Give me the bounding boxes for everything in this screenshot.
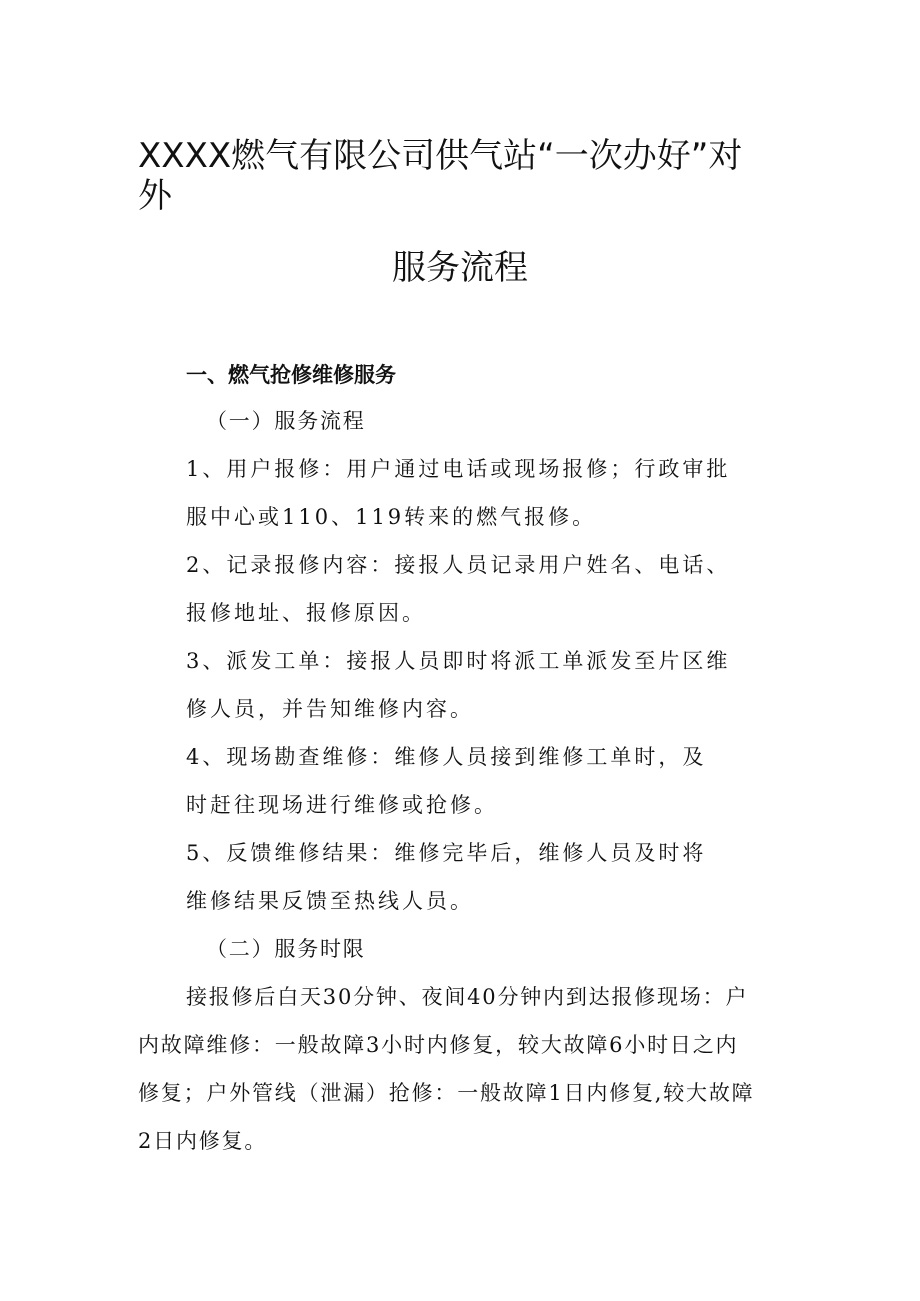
time-limit-line-1: 接报修后白天30分钟、夜间40分钟内到达报修现场：户 bbox=[186, 985, 749, 1009]
document-title-line-3: 服务流程 bbox=[392, 248, 528, 288]
process-step-1-line-1: 1、用户报修：用户通过电话或现场报修；行政审批 bbox=[186, 457, 731, 481]
process-step-2-line-2: 报修地址、报修原因。 bbox=[186, 601, 426, 625]
process-step-3-line-1: 3、派发工单：接报人员即时将派工单派发至片区维 bbox=[186, 649, 731, 673]
process-step-2-line-1: 2、记录报修内容：接报人员记录用户姓名、电话、 bbox=[186, 553, 731, 577]
document-title-line-1: XXXX燃气有限公司供气站“一次办好”对 bbox=[138, 136, 743, 176]
subsection-heading-service-process: （一）服务流程 bbox=[206, 409, 366, 433]
section-heading-emergency-repair: 一、燃气抢修维修服务 bbox=[186, 363, 396, 387]
time-limit-line-3: 修复；户外管线（泄漏）抢修：一般故障1日内修复,较大故障 bbox=[138, 1081, 755, 1105]
process-step-4-line-1: 4、现场勘查维修：维修人员接到维修工单时，及 bbox=[186, 745, 707, 769]
process-step-3-line-2: 修人员，并告知维修内容。 bbox=[186, 697, 474, 721]
process-step-5-line-2: 维修结果反馈至热线人员。 bbox=[186, 889, 474, 913]
process-step-4-line-2: 时赶往现场进行维修或抢修。 bbox=[186, 793, 498, 817]
time-limit-line-2: 内故障维修：一般故障3小时内修复，较大故障6小时日之内 bbox=[138, 1033, 739, 1057]
document-title-line-2: 外 bbox=[138, 176, 172, 216]
process-step-5-line-1: 5、反馈维修结果：维修完毕后，维修人员及时将 bbox=[186, 841, 707, 865]
process-step-1-line-2: 服中心或110、119转来的燃气报修。 bbox=[186, 505, 597, 529]
time-limit-line-4: 2日内修复。 bbox=[138, 1129, 268, 1153]
subsection-heading-service-time-limit: （二）服务时限 bbox=[206, 937, 366, 961]
